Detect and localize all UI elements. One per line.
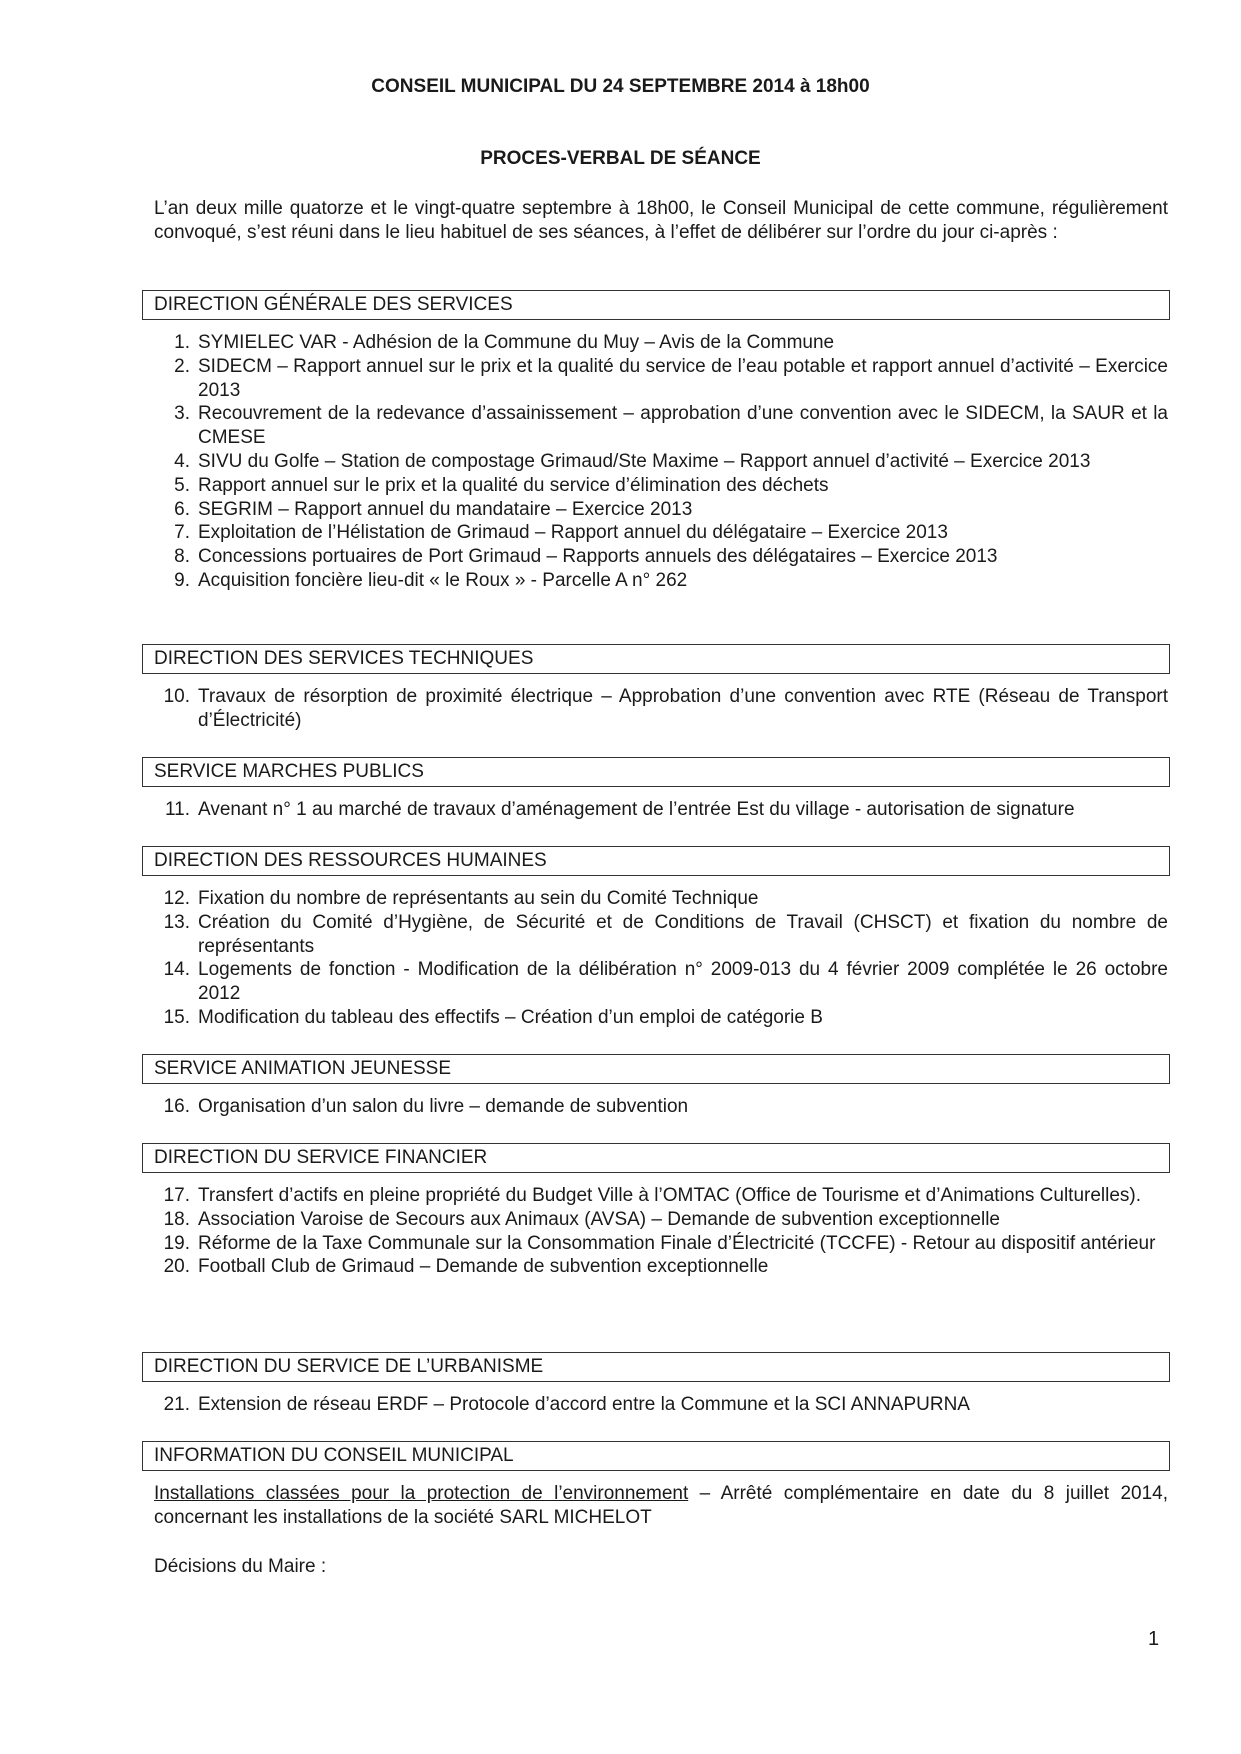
section-heading-marches: SERVICE MARCHES PUBLICS [142,757,1170,787]
agenda-item: 12. Fixation du nombre de représentants au sein du Comité Technique [163,888,759,909]
agenda-item: 13. Création du Comité d’Hygiène, de Sécurité et de Conditions de Travail (CHSCT) et fixation du nombre de représentants [163,911,1168,957]
agenda-item: 15. Modification du tableau des effectifs – Création d’un emploi de catégorie B [163,1006,823,1028]
section-items-rh [154,887,1168,1030]
section-heading-urbanisme: DIRECTION DU SERVICE DE L’URBANISME [142,1352,1170,1382]
agenda-item: 8. Concessions portuaires de Port Grimaud – Rapports annuels des délégataires – Exercice 2013 [174,546,998,568]
agenda-item: 1. SYMIELEC VAR - Adhésion de la Commune du Muy – Avis de la Commune [174,332,835,353]
section-heading-jeunesse: SERVICE ANIMATION JEUNESSE [142,1054,1170,1084]
section-items-dgs [154,331,1168,593]
section-items-marches [154,798,1168,822]
agenda-item: 14. Logements de fonction - Modification de la délibération n° 2009-013 du 4 février 2009 complétée le 26 octobre 2012 [163,959,1168,1005]
agenda-item: 21. Extension de réseau ERDF – Protocole d’accord entre la Commune et la SCI ANNAPURNA [163,1394,970,1415]
agenda-item: 20. Football Club de Grimaud – Demande de subvention exceptionnelle [163,1256,769,1278]
information-underlined: Installations classées pour la protection de l’environnement [154,1483,689,1504]
decisions-label: Décisions du Maire : [154,1556,327,1577]
agenda-item: 11. Avenant n° 1 au marché de travaux d’aménagement de l’entrée Est du village - autorisation de signature [164,799,1075,820]
agenda-item: 7. Exploitation de l’Hélistation de Grimaud – Rapport annuel du délégataire – Exercice 2013 [174,522,948,544]
agenda-item: 2. SIDECM – Rapport annuel sur le prix et la qualité du service de l’eau potable et rapport annuel d’activité – Exercice 2013 [174,355,1168,401]
agenda-item: 16. Organisation d’un salon du livre – demande de subvention [163,1096,689,1117]
agenda-item: 17. Transfert d’actifs en pleine propriété du Budget Ville à l’OMTAC (Office de Tourisme et d’Animations Culturelles). [163,1185,1142,1206]
document-subtitle: PROCES-VERBAL DE SÉANCE [480,148,761,169]
agenda-item: 10. Travaux de résorption de proximité électrique – Approbation d’une convention avec RTE (Réseau de Transport d’Électricité) [163,686,1168,731]
agenda-item: 3. Recouvrement de la redevance d’assainissement – approbation d’une convention avec le SIDECM, la SAUR et la CMESE [174,403,1168,449]
section-items-urbanisme [154,1393,1168,1417]
section-items-financier [154,1184,1168,1279]
intro-paragraph: L’an deux mille quatorze et le vingt-quatre septembre à 18h00, le Conseil Municipal de cette commune, régulièrement convoqué, s’est réuni dans le lieu habituel de ses séances, à l’effet de délibérer sur l’ordre du jour ci-après : [154,198,1168,243]
section-heading-dgs: DIRECTION GÉNÉRALE DES SERVICES [142,290,1170,320]
section-heading-rh: DIRECTION DES RESSOURCES HUMAINES [142,846,1170,876]
agenda-item: 19. Réforme de la Taxe Communale sur la Consommation Finale d’Électricité (TCCFE) - Retour au dispositif antérieur [163,1232,1156,1254]
agenda-item: 18. Association Varoise de Secours aux Animaux (AVSA) – Demande de subvention exceptionnelle [163,1208,1000,1230]
section-heading-financier: DIRECTION DU SERVICE FINANCIER [142,1143,1170,1173]
agenda-item: 6. SEGRIM – Rapport annuel du mandataire – Exercice 2013 [174,498,693,520]
section-heading-dst: DIRECTION DES SERVICES TECHNIQUES [142,644,1170,674]
document-title: CONSEIL MUNICIPAL DU 24 SEPTEMBRE 2014 à 18h00 [371,76,870,97]
information-text: – Arrêté complémentaire en date du 8 juillet 2014, concernant les installations de la société SARL MICHELOT [154,1483,1168,1528]
section-heading-information: INFORMATION DU CONSEIL MUNICIPAL [142,1441,1170,1471]
agenda-item: 5. Rapport annuel sur le prix et la qualité du service d’élimination des déchets [174,474,829,496]
information-paragraph [154,1482,1168,1529]
section-items-dst [154,685,1168,733]
agenda-item: 9. Acquisition foncière lieu-dit « le Roux » - Parcelle A n° 262 [174,569,688,591]
section-items-jeunesse [154,1095,1168,1119]
page-number: 1 [1148,1628,1160,1650]
agenda-item: 4. SIVU du Golfe – Station de compostage Grimaud/Ste Maxime – Rapport annuel d’activité – Exercice 2013 [174,450,1091,472]
